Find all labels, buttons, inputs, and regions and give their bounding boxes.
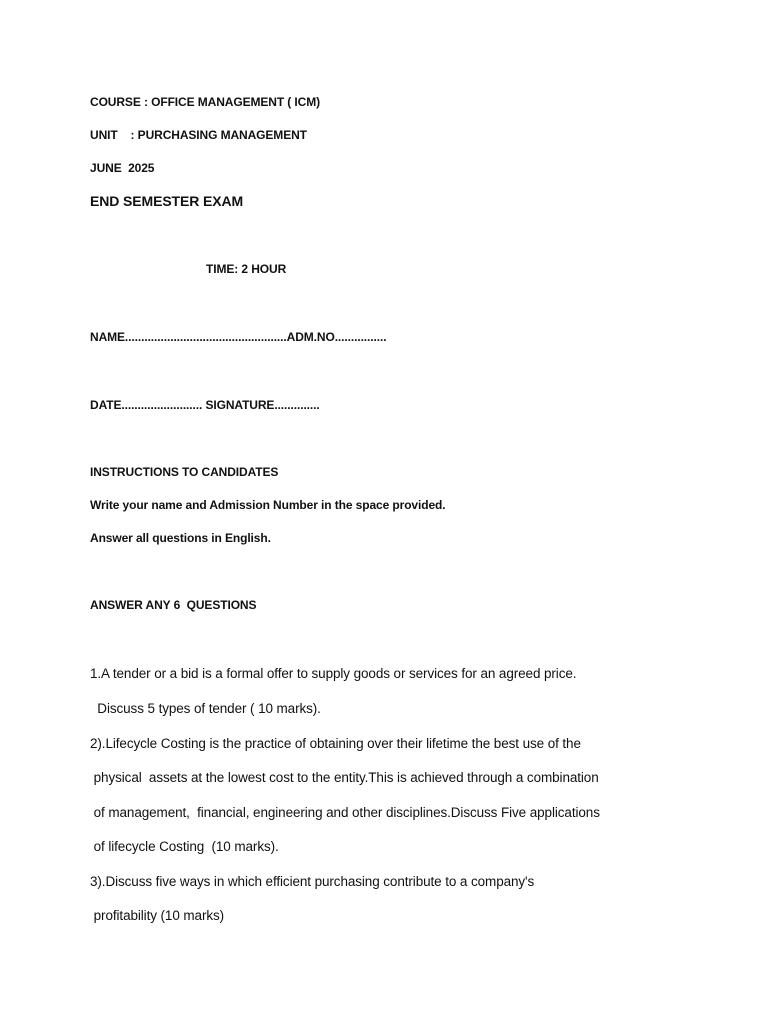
question-2-line: 2).Lifecycle Costing is the practice of obtaining over their lifetime the best use of the	[90, 736, 581, 751]
exam-time: TIME: 2 HOUR	[206, 262, 287, 276]
instructions-heading: INSTRUCTIONS TO CANDIDATES	[90, 465, 279, 479]
question-1-line: Discuss 5 types of tender ( 10 marks).	[90, 701, 321, 716]
course-line: COURSE : OFFICE MANAGEMENT ( ICM)	[90, 95, 321, 109]
exam-title: END SEMESTER EXAM	[90, 193, 244, 209]
question-3-line: 3).Discuss five ways in which efficient purchasing contribute to a company's	[90, 874, 535, 889]
question-2-line: of management, financial, engineering and other disciplines.Discuss Five applications	[90, 805, 600, 820]
answer-heading: ANSWER ANY 6 QUESTIONS	[90, 598, 257, 612]
exam-date: JUNE 2025	[90, 161, 155, 175]
instruction-item: Answer all questions in English.	[90, 531, 271, 545]
date-signature-field: DATE......................... SIGNATURE..............	[90, 398, 320, 412]
question-3-line: profitability (10 marks)	[90, 908, 225, 923]
question-1-line: 1.A tender or a bid is a formal offer to supply goods or services for an agreed price.	[90, 666, 577, 681]
question-2-line: of lifecycle Costing (10 marks).	[90, 839, 279, 854]
instruction-item: Write your name and Admission Number in the space provided.	[90, 498, 446, 512]
unit-line: UNIT : PURCHASING MANAGEMENT	[90, 128, 307, 142]
question-2-line: physical assets at the lowest cost to the entity.This is achieved through a combination	[90, 770, 599, 785]
name-admno-field: NAME..................................................ADM.NO................	[90, 330, 387, 344]
